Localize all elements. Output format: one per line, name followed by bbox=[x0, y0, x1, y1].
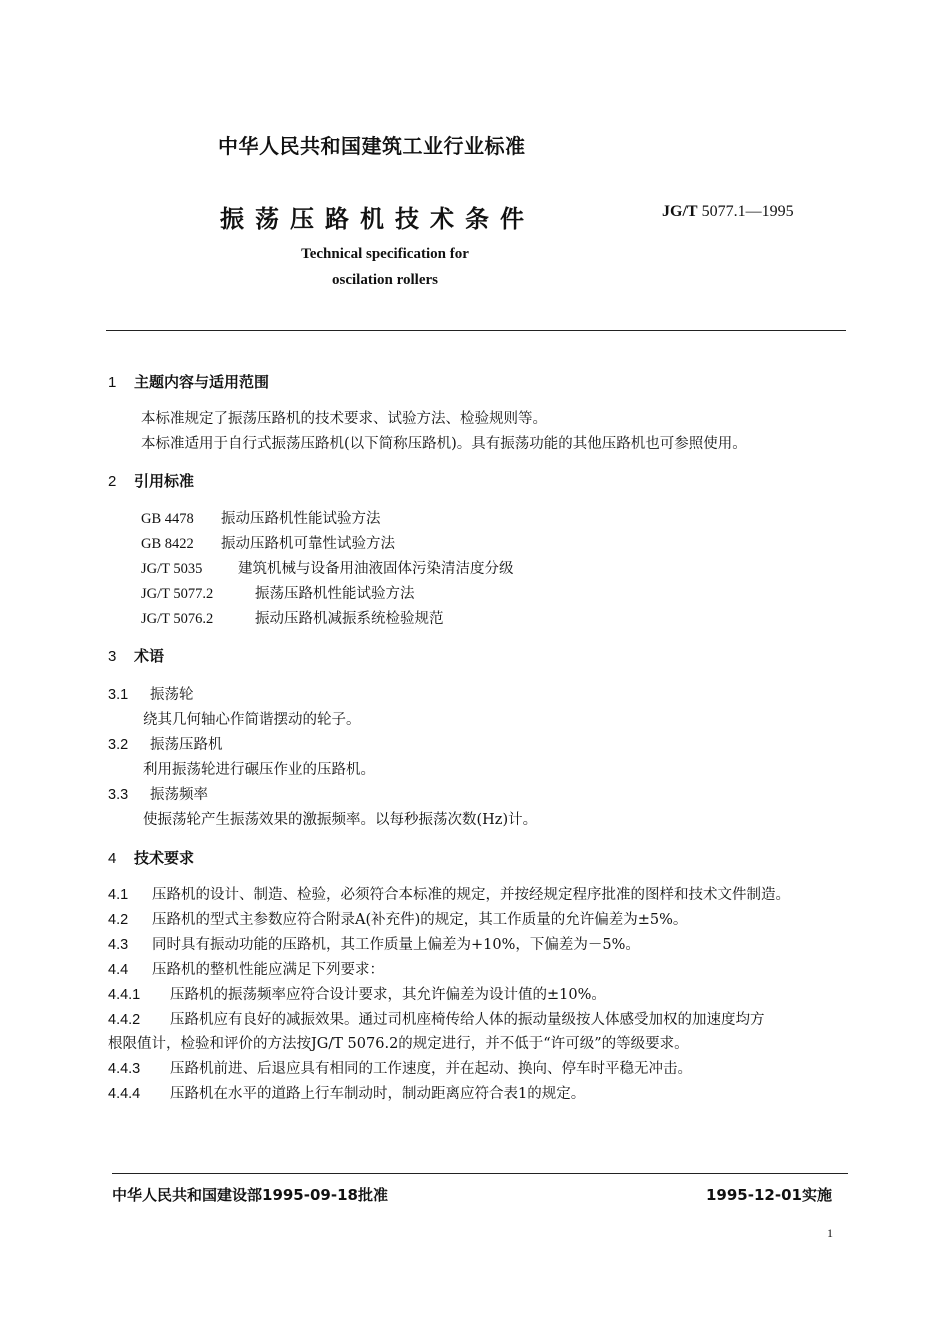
clause-number: 4.4.3 bbox=[108, 1061, 141, 1077]
reference-title: 振动压路机减振系统检验规范 bbox=[255, 611, 444, 627]
section-number: 4 bbox=[108, 850, 117, 867]
footer-divider bbox=[112, 1173, 848, 1174]
standard-code-number: 5077.1—1995 bbox=[701, 203, 794, 220]
section-title: 主题内容与适用范围 bbox=[134, 373, 270, 391]
reference-code: GB 8422 bbox=[141, 536, 194, 552]
term-number: 3.1 bbox=[108, 687, 129, 703]
reference-title: 建筑机械与设备用油液固体污染清洁度分级 bbox=[238, 561, 514, 577]
clause-number: 4.4.4 bbox=[108, 1086, 141, 1102]
section-title: 技术要求 bbox=[134, 849, 195, 867]
term-heading bbox=[108, 783, 208, 804]
clause-number: 4.4 bbox=[108, 962, 129, 978]
clause bbox=[108, 1082, 585, 1103]
paragraph: 本标准规定了振荡压路机的技术要求、试验方法、检验规则等。 bbox=[141, 411, 547, 427]
paragraph: 本标准适用于自行式振荡压路机(以下简称压路机)。具有振荡功能的其他压路机也可参照使用。 bbox=[141, 436, 747, 452]
clause-text: 压路机的振荡频率应符合设计要求，其允许偏差为设计值的±10%。 bbox=[170, 987, 606, 1003]
reference-title: 振动压路机性能试验方法 bbox=[221, 511, 381, 527]
clause-text: 压路机的整机性能应满足下列要求： bbox=[152, 962, 384, 978]
term-definition: 利用振荡轮进行碾压作业的压路机。 bbox=[143, 762, 375, 778]
clause-number: 4.1 bbox=[108, 887, 129, 903]
reference-code: GB 4478 bbox=[141, 511, 194, 527]
section-title: 引用标准 bbox=[134, 472, 195, 490]
reference-item bbox=[141, 532, 395, 553]
section-number: 1 bbox=[108, 374, 117, 391]
term-name: 振荡频率 bbox=[150, 787, 208, 803]
reference-code: JG/T 5077.2 bbox=[141, 586, 214, 602]
clause-number: 4.3 bbox=[108, 937, 129, 953]
clause bbox=[108, 1008, 765, 1029]
section-title: 术语 bbox=[134, 647, 165, 665]
section-heading-2 bbox=[108, 470, 194, 491]
clause-text: 同时具有振动功能的压路机，其工作质量上偏差为+10%，下偏差为－5%。 bbox=[152, 937, 640, 953]
clause-number: 4.2 bbox=[108, 912, 129, 928]
clause-number: 4.4.1 bbox=[108, 987, 141, 1003]
clause-number: 4.4.2 bbox=[108, 1012, 141, 1028]
clause bbox=[108, 1057, 692, 1078]
term-number: 3.3 bbox=[108, 787, 129, 803]
reference-code: JG/T 5035 bbox=[141, 561, 203, 577]
standard-code-prefix: JG/T bbox=[662, 203, 698, 220]
clause bbox=[108, 958, 384, 979]
document-title-en-line1: Technical specification for bbox=[301, 246, 469, 262]
term-definition: 绕其几何轴心作简谐摆动的轮子。 bbox=[143, 712, 361, 728]
clause bbox=[108, 908, 687, 929]
reference-code: JG/T 5076.2 bbox=[141, 611, 214, 627]
clause-text: 压路机在水平的道路上行车制动时，制动距离应符合表1的规定。 bbox=[170, 1086, 586, 1102]
section-heading-4 bbox=[108, 847, 194, 868]
reference-title: 振动压路机可靠性试验方法 bbox=[221, 536, 395, 552]
implementation-date: 1995-12-01实施 bbox=[706, 1186, 832, 1204]
term-heading bbox=[108, 683, 194, 704]
reference-item bbox=[141, 582, 415, 603]
clause-text: 压路机的型式主参数应符合附录A(补充件)的规定，其工作质量的允许偏差为±5%。 bbox=[152, 912, 688, 928]
clause bbox=[108, 883, 790, 904]
reference-title: 振荡压路机性能试验方法 bbox=[255, 586, 415, 602]
term-number: 3.2 bbox=[108, 737, 129, 753]
section-heading-3 bbox=[108, 645, 164, 666]
clause-text: 压路机前进、后退应具有相同的工作速度，并在起动、换向、停车时平稳无冲击。 bbox=[170, 1061, 692, 1077]
term-definition: 使振荡轮产生振荡效果的激振频率。以每秒振荡次数(Hz)计。 bbox=[143, 812, 538, 828]
term-heading bbox=[108, 733, 223, 754]
section-number: 2 bbox=[108, 473, 117, 490]
standard-code bbox=[662, 203, 794, 221]
reference-item bbox=[141, 607, 444, 628]
document-title-en-line2: oscilation rollers bbox=[332, 272, 438, 288]
term-name: 振荡压路机 bbox=[150, 737, 223, 753]
reference-item bbox=[141, 507, 381, 528]
document-title-cn: 振荡压路机技术条件 bbox=[220, 205, 535, 233]
issuing-organization: 中华人民共和国建筑工业行业标准 bbox=[218, 134, 526, 158]
clause-text: 压路机的设计、制造、检验，必须符合本标准的规定，并按经规定程序批准的图样和技术文件制造。 bbox=[152, 887, 790, 903]
section-heading-1 bbox=[108, 371, 269, 392]
reference-item bbox=[141, 557, 514, 578]
clause bbox=[108, 933, 640, 954]
page-number: 1 bbox=[827, 1226, 833, 1240]
approval-line: 中华人民共和国建设部1995-09-18批准 bbox=[112, 1186, 388, 1204]
clause bbox=[108, 983, 606, 1004]
header-divider bbox=[106, 330, 846, 331]
section-number: 3 bbox=[108, 648, 117, 665]
clause-continuation: 根限值计，检验和评价的方法按JG/T 5076.2的规定进行，并不低于“许可级”的等级要求。 bbox=[108, 1036, 689, 1052]
term-name: 振荡轮 bbox=[150, 687, 194, 703]
clause-text: 压路机应有良好的减振效果。通过司机座椅传给人体的振动量级按人体感受加权的加速度均方 bbox=[170, 1012, 765, 1028]
